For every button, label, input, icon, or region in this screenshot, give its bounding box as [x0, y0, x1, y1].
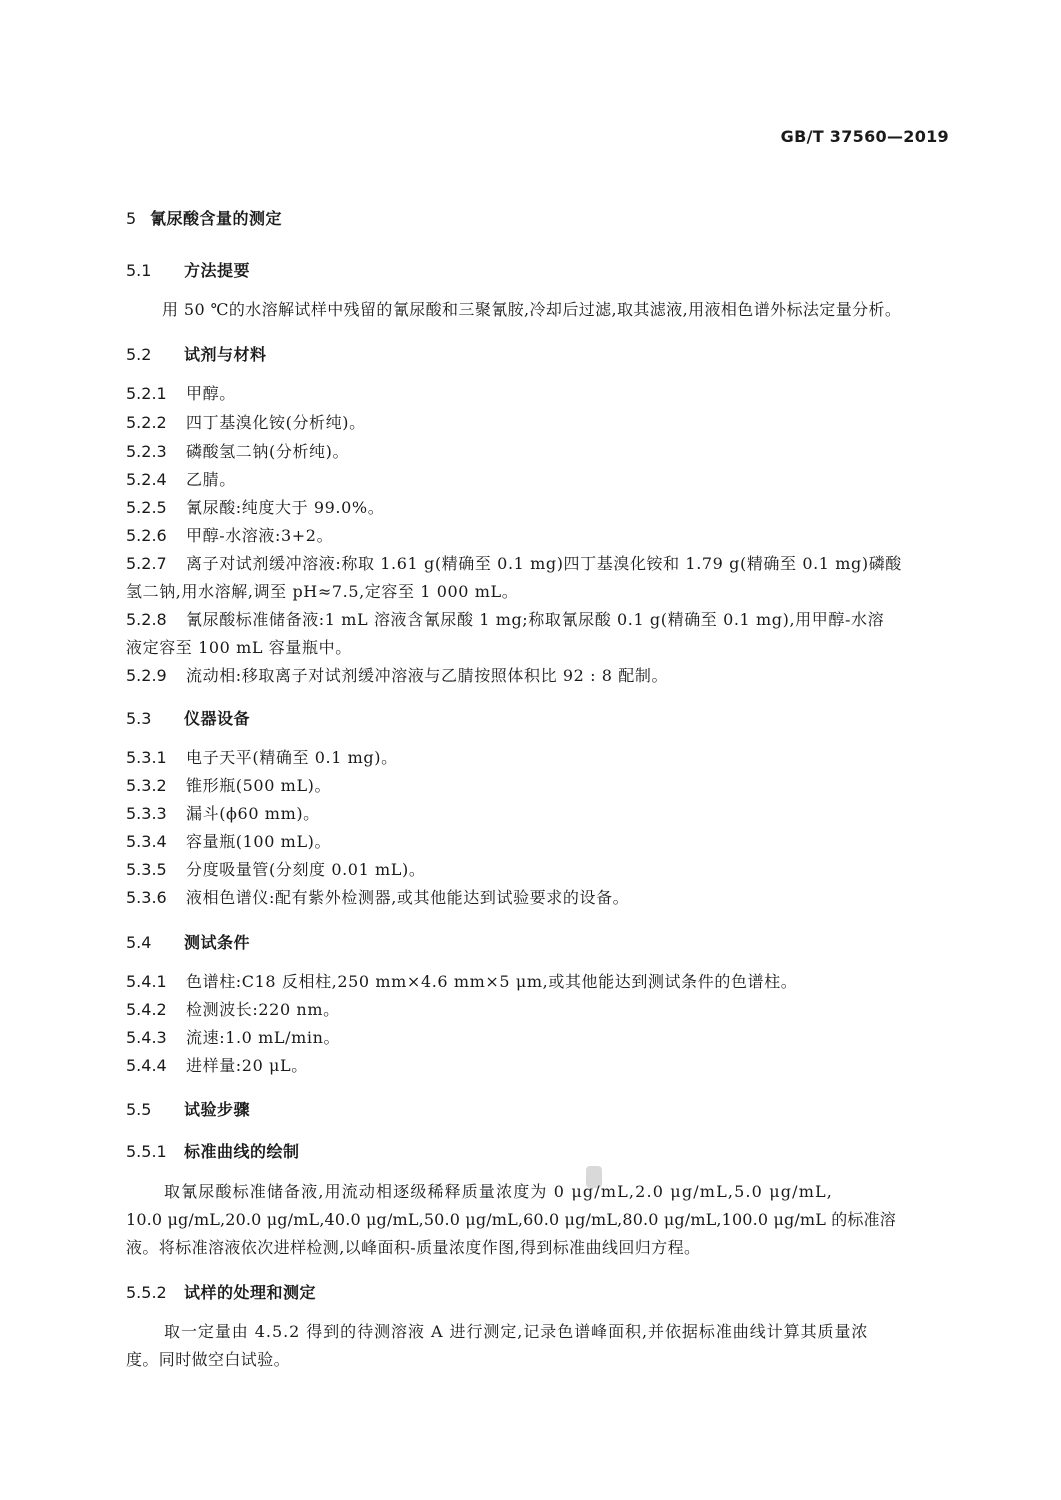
list-item	[126, 1053, 308, 1076]
list-item	[126, 829, 331, 852]
item-text: 容量瓶(100 mL)。	[186, 832, 332, 851]
section-title: 测试条件	[184, 933, 251, 952]
list-item	[126, 663, 668, 686]
section-5-1-paragraph	[126, 296, 948, 324]
item-text: 甲醇。	[186, 384, 236, 403]
list-item	[126, 495, 384, 518]
item-number: 5.4.4	[126, 1056, 167, 1075]
paragraph-line: 用 50 ℃的水溶解试样中残留的氰尿酸和三聚氰胺,冷却后过滤,取其滤液,用液相色谱外标法定量分析。	[162, 300, 902, 319]
section-5-5-heading	[126, 1097, 250, 1120]
item-text: 离子对试剂缓冲溶液:称取 1.61 g(精确至 0.1 mg)四丁基溴化铵和 1.79 g(精确至 0.1 mg)磷酸	[186, 554, 902, 573]
section-5-5-2-heading	[126, 1280, 316, 1303]
item-text: 液相色谱仪:配有紫外检测器,或其他能达到试验要求的设备。	[186, 888, 630, 907]
list-item	[126, 381, 236, 404]
item-text: 四丁基溴化铵(分析纯)。	[186, 413, 366, 432]
section-title: 标准曲线的绘制	[184, 1142, 300, 1161]
section-title: 仪器设备	[184, 709, 251, 728]
item-text: 漏斗(ϕ60 mm)。	[186, 804, 320, 823]
standard-code: GB/T 37560—2019	[780, 127, 949, 146]
paragraph-line: 10.0 μg/mL,20.0 μg/mL,40.0 μg/mL,50.0 μg/mL,60.0 μg/mL,80.0 μg/mL,100.0 μg/mL 的标准溶	[126, 1210, 896, 1229]
section-title: 试验步骤	[184, 1100, 251, 1119]
list-item	[126, 745, 398, 768]
item-text: 甲醇-水溶液:3+2。	[186, 526, 334, 545]
item-number: 5.2.5	[126, 498, 167, 517]
section-number: 5.3	[126, 709, 152, 728]
item-number: 5.3.3	[126, 804, 167, 823]
list-item	[126, 801, 320, 824]
item-number: 5.3.5	[126, 860, 167, 879]
list-item	[126, 607, 884, 630]
item-text: 磷酸氢二钠(分析纯)。	[186, 442, 350, 461]
item-text: 检测波长:220 nm。	[186, 1000, 340, 1019]
section-number: 5.2	[126, 345, 152, 364]
item-number: 5.2.7	[126, 554, 167, 573]
section-5-2-heading	[126, 342, 267, 365]
paragraph-line: 度。同时做空白试验。	[126, 1350, 291, 1369]
item-text: 电子天平(精确至 0.1 mg)。	[186, 748, 398, 767]
list-item	[126, 439, 349, 462]
item-text: 氰尿酸:纯度大于 99.0%。	[186, 498, 385, 517]
section-5-1-heading	[126, 258, 250, 281]
paragraph-line: 液。将标准溶液依次进样检测,以峰面积-质量浓度作图,得到标准曲线回归方程。	[126, 1238, 701, 1257]
item-number: 5.2.8	[126, 610, 167, 629]
item-text: 流动相:移取离子对试剂缓冲溶液与乙腈按照体积比 92 : 8 配制。	[186, 666, 669, 685]
list-item	[126, 857, 425, 880]
item-number: 5.3.6	[126, 888, 167, 907]
item-number: 5.4.2	[126, 1000, 167, 1019]
list-item-continuation	[126, 579, 518, 602]
item-text: 氰尿酸标准储备液:1 mL 溶液含氰尿酸 1 mg;称取氰尿酸 0.1 g(精确至 0.1 mg),用甲醇-水溶	[186, 610, 885, 629]
section-5-5-1-paragraph	[126, 1178, 948, 1262]
item-number: 5.3.1	[126, 748, 167, 767]
section-number: 5.4	[126, 933, 152, 952]
item-text: 进样量:20 μL。	[186, 1056, 308, 1075]
paragraph-line: 取一定量由 4.5.2 得到的待测溶液 A 进行测定,记录色谱峰面积,并依据标准曲线计算其质量浓	[164, 1322, 869, 1341]
item-number: 5.2.3	[126, 442, 167, 461]
item-number: 5.2.1	[126, 384, 167, 403]
list-item	[126, 997, 340, 1020]
section-5-5-1-heading	[126, 1139, 300, 1162]
paragraph-line: 取氰尿酸标准储备液,用流动相逐级稀释质量浓度为 0 μg/mL,2.0 μg/mL,5.0 μg/mL,	[164, 1182, 834, 1201]
section-number: 5.5.2	[126, 1283, 167, 1302]
list-item-continuation	[126, 635, 352, 658]
section-title: 氰尿酸含量的测定	[150, 209, 283, 228]
section-5-5-2-paragraph	[126, 1318, 948, 1374]
list-item	[126, 1025, 340, 1048]
item-number: 5.2.4	[126, 470, 167, 489]
list-item	[126, 523, 333, 546]
list-item	[126, 410, 366, 433]
item-number: 5.4.3	[126, 1028, 167, 1047]
section-5-4-heading	[126, 930, 250, 953]
item-number: 5.4.1	[126, 972, 167, 991]
item-text: 流速:1.0 mL/min。	[186, 1028, 341, 1047]
list-item	[126, 969, 797, 992]
list-item	[126, 885, 629, 908]
section-title: 试样的处理和测定	[184, 1283, 317, 1302]
list-item	[126, 467, 236, 490]
section-5-heading	[126, 206, 282, 229]
list-item	[126, 773, 331, 796]
section-5-3-heading	[126, 706, 250, 729]
item-text: 色谱柱:C18 反相柱,250 mm×4.6 mm×5 μm,或其他能达到测试条件的色谱柱。	[186, 972, 798, 991]
section-number: 5.5.1	[126, 1142, 167, 1161]
item-number: 5.3.4	[126, 832, 167, 851]
section-title: 试剂与材料	[184, 345, 267, 364]
item-text: 液定容至 100 mL 容量瓶中。	[126, 638, 352, 657]
section-number: 5.5	[126, 1100, 152, 1119]
item-text: 锥形瓶(500 mL)。	[186, 776, 332, 795]
item-text: 乙腈。	[186, 470, 236, 489]
item-number: 5.3.2	[126, 776, 167, 795]
section-title: 方法提要	[184, 261, 251, 280]
item-text: 分度吸量管(分刻度 0.01 mL)。	[186, 860, 426, 879]
item-number: 5.2.2	[126, 413, 167, 432]
item-number: 5.2.9	[126, 666, 167, 685]
section-number: 5.1	[126, 261, 152, 280]
section-number: 5	[126, 209, 137, 228]
item-number: 5.2.6	[126, 526, 167, 545]
list-item	[126, 551, 902, 574]
item-text: 氢二钠,用水溶解,调至 pH≈7.5,定容至 1 000 mL。	[126, 582, 519, 601]
